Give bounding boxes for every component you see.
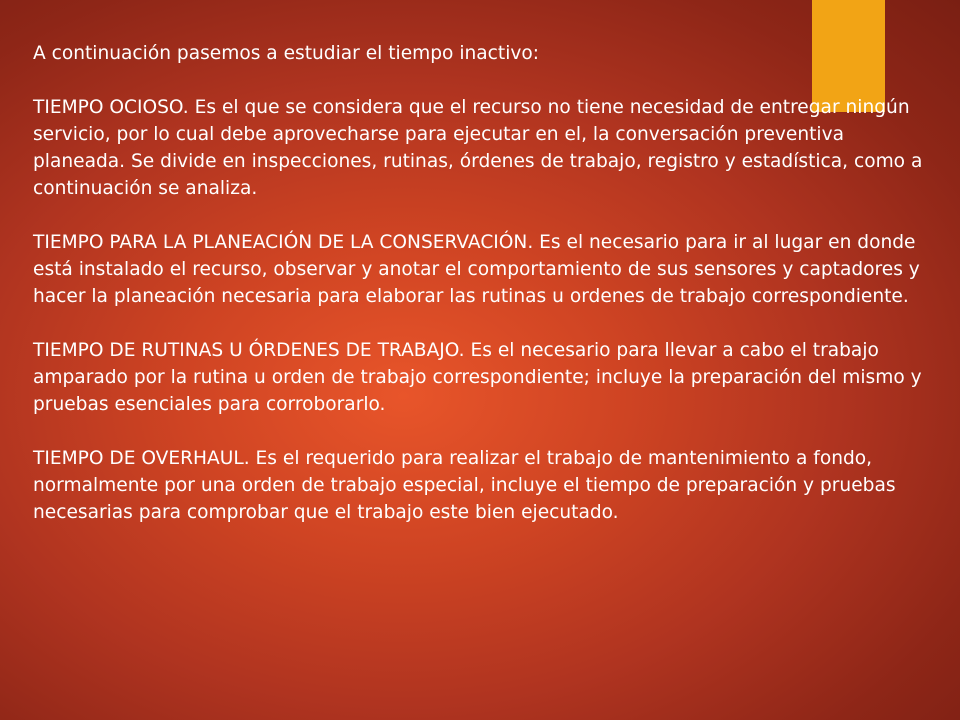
paragraph-tiempo-overhaul: TIEMPO DE OVERHAUL. Es el requerido para realizar el trabajo de mantenimiento a fondo, normalmente por una orden de trabajo especial, incluye el tiempo de preparación y pruebas necesarias para comprobar que el trabajo este bien ejecutado. [33,448,896,523]
slide-body [33,40,933,526]
paragraph-tiempo-rutinas: TIEMPO DE RUTINAS U ÓRDENES DE TRABAJO. Es el necesario para llevar a cabo el trabajo amparado por la rutina u orden de trabajo correspondiente; incluye la preparación del mismo y pruebas esenciales para corroborarlo. [33,340,922,415]
paragraph-tiempo-ocioso: TIEMPO OCIOSO. Es el que se considera que el recurso no tiene necesidad de entregar ningún servicio, por lo cual debe aprovecharse para ejecutar en el, la conversación preventiva planeada. Se divide en inspecciones, rutinas, órdenes de trabajo, registro y estadística, como a continuación se analiza. [33,97,923,199]
intro-text: A continuación pasemos a estudiar el tiempo inactivo: [33,43,540,64]
paragraph-tiempo-planeacion: TIEMPO PARA LA PLANEACIÓN DE LA CONSERVACIÓN. Es el necesario para ir al lugar en donde está instalado el recurso, observar y anotar el comportamiento de sus sensores y captadores y hacer la planeación necesaria para elaborar las rutinas u ordenes de trabajo correspondiente. [33,232,920,307]
